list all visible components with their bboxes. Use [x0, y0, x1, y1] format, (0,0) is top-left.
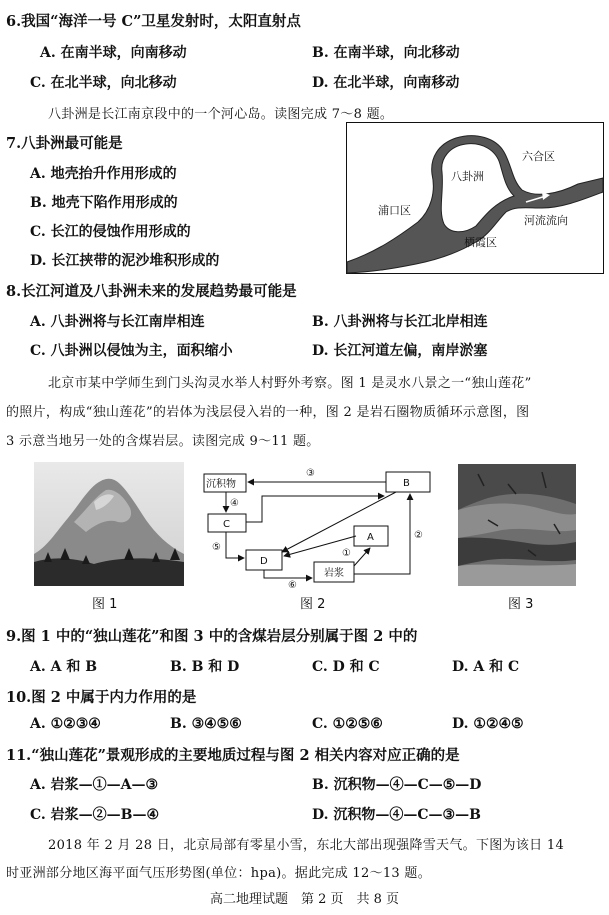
label-sediment: 沉积物 — [206, 479, 236, 490]
q8-option-a: A. 八卦洲将与长江南岸相连 — [30, 314, 205, 330]
intro-bagua: 八卦洲是长江南京段中的一个河心岛。读图完成 7～8 题。 — [48, 107, 394, 122]
q6-option-c: C. 在北半球，向北移动 — [30, 75, 177, 91]
label-pukou: 浦口区 — [378, 204, 411, 217]
label-n2: ② — [414, 530, 423, 541]
label-n3: ③ — [306, 468, 315, 479]
intro-beijing-line1: 北京市某中学师生到门头沟灵水举人村野外考察。图 1 是灵水八景之一“独山莲花” — [48, 376, 532, 391]
q11-option-d: D. 沉积物—④—C—③—B — [312, 807, 481, 823]
q8-option-c: C. 八卦洲以侵蚀为主，面积缩小 — [30, 343, 233, 359]
q11-option-c: C. 岩浆—②—B—④ — [30, 807, 160, 823]
label-n1: ① — [342, 548, 351, 559]
intro-weather-line2: 时亚洲部分地区海平面气压形势图(单位：hpa)。据此完成 12～13 题。 — [6, 866, 432, 881]
q6-option-b: B. 在南半球，向北移动 — [312, 45, 460, 61]
q10-option-b: B. ③④⑤⑥ — [170, 716, 242, 732]
label-qixia: 栖霞区 — [464, 236, 497, 249]
q7-option-c: C. 长江的侵蚀作用形成的 — [30, 224, 191, 240]
label-flow: 河流流向 — [524, 214, 568, 227]
q11-option-a: A. 岩浆—①—A—③ — [30, 777, 159, 793]
q9-stem: 9.图 1 中的“独山莲花”和图 3 中的含煤岩层分别属于图 2 中的 — [6, 628, 418, 645]
q11-option-b: B. 沉积物—④—C—⑤—D — [312, 777, 482, 793]
label-magma: 岩浆 — [324, 568, 344, 579]
label-b: B — [403, 478, 410, 489]
intro-beijing-line2: 的照片，构成“独山莲花”的岩体为浅层侵入岩的一种，图 2 是岩石圈物质循环示意图，图 — [6, 405, 530, 420]
q7-option-b: B. 地壳下陷作用形成的 — [30, 195, 178, 211]
label-n6: ⑥ — [288, 580, 297, 590]
fig1-caption: 图 1 — [92, 597, 118, 612]
page-footer: 高二地理试题 第 2 页 共 8 页 — [209, 892, 400, 907]
fig3-photo — [458, 464, 576, 586]
q7-stem: 7.八卦洲最可能是 — [6, 135, 123, 152]
q9-option-b: B. B 和 D — [170, 659, 240, 675]
q7-option-d: D. 长江挟带的泥沙堆积形成的 — [30, 253, 220, 269]
arrow-6 — [264, 570, 312, 578]
q7-option-a: A. 地壳抬升作用形成的 — [30, 166, 177, 182]
label-luhe: 六合区 — [522, 150, 555, 163]
label-n4: ④ — [230, 498, 239, 509]
q8-option-d: D. 长江河道左偏，南岸淤塞 — [312, 343, 488, 359]
q8-option-b: B. 八卦洲将与长江北岸相连 — [312, 314, 488, 330]
label-a: A — [367, 532, 374, 543]
q6-stem: 6.我国“海洋一号 C”卫星发射时，太阳直射点 — [6, 13, 301, 30]
fig2-caption: 图 2 — [300, 597, 326, 612]
intro-weather-line1: 2018 年 2 月 28 日，北京局部有零星小雪，东北大部出现强降雪天气。下图为该日 14 — [48, 838, 565, 853]
q11-stem: 11.“独山莲花”景观形成的主要地质过程与图 2 相关内容对应正确的是 — [6, 747, 460, 764]
q10-option-c: C. ①②⑤⑥ — [312, 716, 383, 732]
q9-option-a: A. A 和 B — [30, 659, 98, 675]
q6-option-a: A. 在南半球，向南移动 — [40, 45, 187, 61]
arrow-5 — [226, 532, 244, 558]
q10-option-a: A. ①②③④ — [30, 716, 101, 732]
fig2-rock-cycle — [196, 462, 442, 590]
label-d: D — [260, 556, 268, 567]
q9-option-d: D. A 和 C — [452, 659, 520, 675]
fig1-photo — [34, 462, 184, 586]
label-c: C — [223, 519, 230, 530]
intro-beijing-line3: 3 示意当地另一处的含煤岩层。读图完成 9～11 题。 — [6, 434, 320, 449]
q9-option-c: C. D 和 C — [312, 659, 380, 675]
q6-option-d: D. 在北半球，向南移动 — [312, 75, 460, 91]
q10-option-d: D. ①②④⑤ — [452, 716, 524, 732]
baguazhou-map — [346, 122, 604, 274]
arrow-1 — [354, 548, 370, 566]
q10-stem: 10.图 2 中属于内力作用的是 — [6, 689, 197, 706]
q8-stem: 8.长江河道及八卦洲未来的发展趋势最可能是 — [6, 283, 297, 300]
fig3-caption: 图 3 — [508, 597, 534, 612]
label-n5: ⑤ — [212, 542, 221, 553]
label-baguazhou: 八卦洲 — [451, 170, 484, 183]
